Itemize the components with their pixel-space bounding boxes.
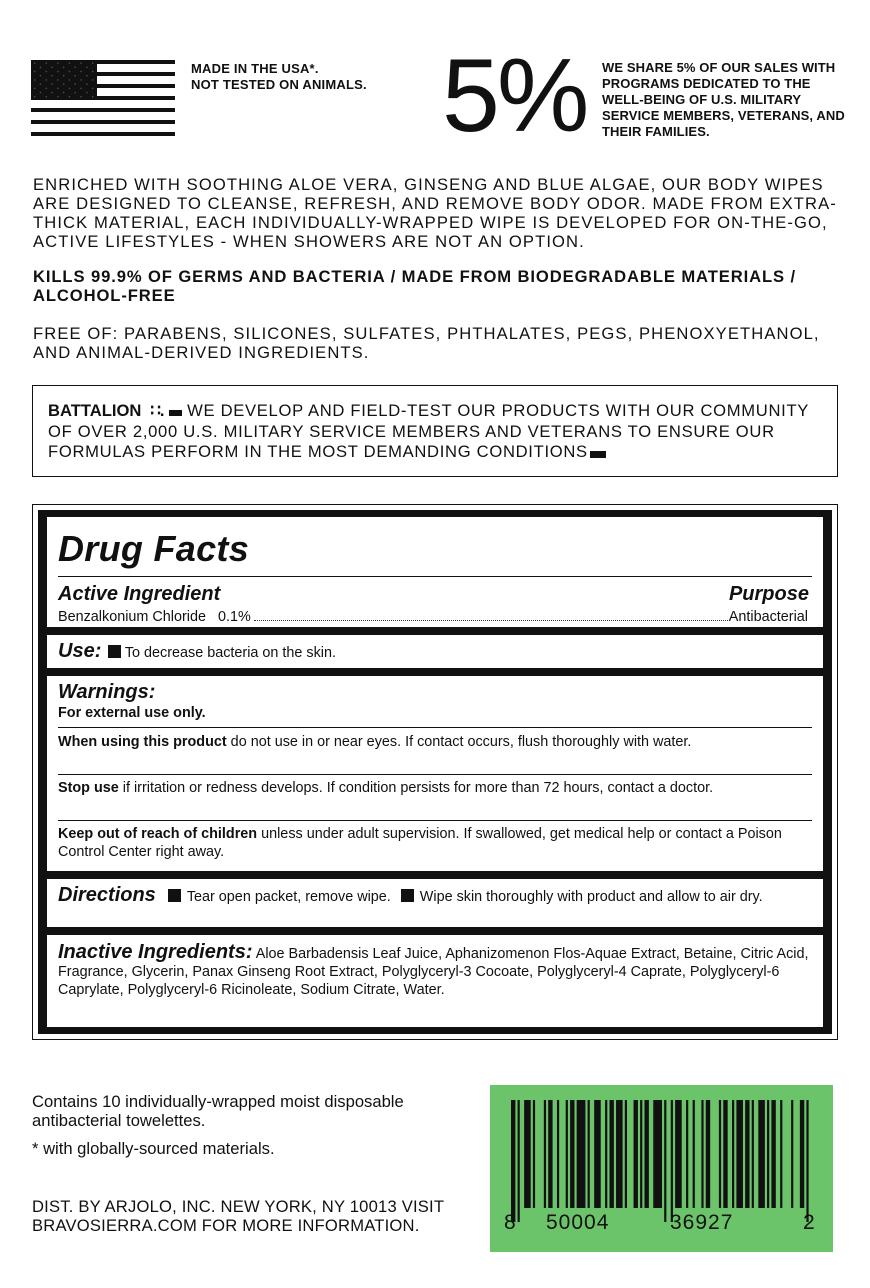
distributor-info: DIST. BY ARJOLO, INC. NEW YORK, NY 10013 VISIT BRAVOSIERRA.COM FOR MORE INFORMATION. <box>32 1197 444 1235</box>
use-row <box>58 640 336 662</box>
barcode-bar <box>732 1100 734 1208</box>
barcode-bar <box>806 1100 808 1222</box>
flag-star <box>51 67 52 68</box>
flag-star <box>63 67 64 68</box>
flag-star <box>34 79 35 80</box>
barcode-bars <box>511 1100 813 1222</box>
stop-use-text: if irritation or redness develops. If condition persists for more than 72 hours, contact a doctor. <box>118 780 714 796</box>
barcode-bar <box>780 1100 782 1208</box>
flag-star <box>69 88 70 89</box>
stop-use-label: Stop use <box>58 780 119 796</box>
when-using-label: When using this product <box>58 734 227 750</box>
flag-star <box>40 84 41 85</box>
barcode-digit-left: 8 <box>504 1211 516 1234</box>
end-mark-icon <box>590 451 606 458</box>
barcode-bar <box>533 1100 535 1208</box>
active-ingredient-name: Benzalkonium Chloride 0.1% <box>58 609 251 625</box>
flag-star <box>92 79 93 80</box>
battalion-text: WE DEVELOP AND FIELD-TEST OUR PRODUCTS WITH OUR COMMUNITY OF OVER 2,000 U.S. MILITARY SERVICE MEMBERS AND VETERANS TO ENSURE OUR FORMULAS PERFORM IN THE MOST DEMANDING CONDITIONS <box>48 401 809 461</box>
warnings-heading: Warnings: <box>58 681 156 703</box>
barcode-bar <box>511 1100 515 1222</box>
inactive-ingredients-list: Aloe Barbadensis Leaf Juice, Aphanizomenon Flos-Aquae Extract, Betaine, Citric Acid, Fragrance, Glycerin, Panax Ginseng Root Extract, Polyglyceryl-3 Cocoate, Polyglyceryl-4 Caprate, Polyglyceryl-6 Caprylate, Polyglyceryl-6 Ricinoleate, Sodium Citrate, Water. <box>58 946 809 998</box>
purpose-heading: Purpose <box>728 583 809 605</box>
flag-star <box>57 63 58 64</box>
barcode-group-right: 36927 <box>670 1211 734 1234</box>
flag-star <box>51 75 52 76</box>
active-ingredient-purpose: Antibacterial <box>728 609 808 625</box>
sourcing-footnote: * with globally-sourced materials. <box>32 1139 275 1158</box>
directions-section <box>47 879 823 927</box>
barcode-digit-right: 2 <box>803 1211 815 1234</box>
battalion-panel <box>32 385 838 477</box>
barcode-bar <box>675 1100 682 1208</box>
barcode-bar <box>625 1100 627 1208</box>
flag-star <box>69 63 70 64</box>
keep-out-label: Keep out of reach of children <box>58 826 258 842</box>
flag-star <box>69 96 70 97</box>
product-description: ENRICHED WITH SOOTHING ALOE VERA, GINSENG AND BLUE ALGAE, OUR BODY WIPES ARE DESIGNED TO CLEANSE, REFRESH, AND REMOVE BODY ODOR. MADE FROM EXTRA-THICK MATERIAL, EACH INDIVIDUALLY-WRAPPED WIPE IS DEVELOPED FOR ON-THE-GO, ACTIVE LIFESTYLES - WHEN SHOWERS ARE NOT AN OPTION. <box>33 175 837 251</box>
barcode-bar <box>701 1100 703 1208</box>
barcode-bar <box>566 1100 568 1208</box>
flag-star <box>57 79 58 80</box>
flag-star <box>46 71 47 72</box>
not-tested-line: NOT TESTED ON ANIMALS. <box>191 77 367 92</box>
inactive-ingredients-heading: Inactive Ingredients: <box>58 941 253 963</box>
flag-star <box>57 71 58 72</box>
barcode-bar <box>634 1100 638 1208</box>
divider <box>58 774 812 775</box>
barcode-bar <box>548 1100 552 1208</box>
use-text: To decrease bacteria on the skin. <box>124 645 336 661</box>
barcode-bar <box>640 1100 642 1208</box>
direction-step-1: Tear open packet, remove wipe. <box>186 889 391 905</box>
active-ingredient-heading: Active Ingredient <box>58 583 221 605</box>
keep-out-text: unless under adult supervision. If swallowed, get medical help or contact a Poison Control Center right away. <box>58 826 782 860</box>
package-contents: Contains 10 individually-wrapped moist disposable antibacterial towelettes. <box>32 1092 404 1130</box>
flag-star <box>80 88 81 89</box>
flag-star <box>86 67 87 68</box>
divider <box>58 820 812 821</box>
directions-heading: Directions <box>58 884 156 906</box>
flag-star <box>46 79 47 80</box>
product-claims: KILLS 99.9% OF GERMS AND BACTERIA / MADE FROM BIODEGRADABLE MATERIALS / ALCOHOL-FREE <box>33 267 797 305</box>
flag-star <box>46 63 47 64</box>
flag-star <box>63 84 64 85</box>
barcode-bar <box>723 1100 727 1208</box>
barcode-bar <box>524 1100 531 1208</box>
barcode-bar <box>752 1100 754 1208</box>
flag-star <box>75 75 76 76</box>
flag-star <box>86 84 87 85</box>
flag-star <box>57 88 58 89</box>
barcode-bar <box>686 1100 688 1208</box>
flag-star <box>86 75 87 76</box>
barcode-bar <box>771 1100 775 1208</box>
barcode-bar <box>758 1100 765 1208</box>
inactive-ingredients-text <box>58 941 809 999</box>
warnings-section <box>47 676 823 871</box>
battalion-mark-icon: ∷. <box>146 401 164 420</box>
barcode-bar <box>671 1100 673 1222</box>
barcode <box>490 1085 833 1252</box>
five-percent-figure: 5% <box>442 38 587 154</box>
flag-star <box>51 92 52 93</box>
keep-out-of-reach-warning <box>58 825 812 861</box>
bullet-square-icon <box>401 889 414 902</box>
barcode-bar <box>616 1100 623 1208</box>
barcode-bar <box>570 1100 574 1208</box>
barcode-bar <box>609 1100 613 1208</box>
flag-star <box>69 79 70 80</box>
sales-share-statement: WE SHARE 5% OF OUR SALES WITH PROGRAMS DEDICATED TO THE WELL-BEING OF U.S. MILITARY SERVICE MEMBERS, VETERANS, AND THEIR FAMILIES. <box>602 60 845 139</box>
flag-star <box>34 88 35 89</box>
barcode-bar <box>594 1100 601 1208</box>
made-in-usa-line: MADE IN THE USA*. <box>191 61 319 76</box>
external-use-warning: For external use only. <box>58 705 206 721</box>
barcode-bar <box>745 1100 749 1208</box>
barcode-group-left: 50004 <box>546 1211 610 1234</box>
barcode-bar <box>736 1100 743 1208</box>
flag-star <box>92 96 93 97</box>
flag-star <box>80 71 81 72</box>
bullet-square-icon <box>108 645 121 658</box>
bullet-square-icon <box>168 889 181 902</box>
flag-star <box>80 63 81 64</box>
barcode-bar <box>800 1100 804 1208</box>
stop-use-warning <box>58 779 812 797</box>
active-ingredient-row <box>58 608 808 626</box>
flag-star <box>75 92 76 93</box>
barcode-bar <box>791 1100 793 1208</box>
flag-star <box>80 79 81 80</box>
us-flag-icon <box>31 60 175 136</box>
flag-star <box>57 96 58 97</box>
barcode-bar <box>767 1100 769 1208</box>
barcode-bar <box>719 1100 721 1208</box>
flag-star <box>92 71 93 72</box>
dot-leader <box>254 620 728 621</box>
flag-star <box>86 92 87 93</box>
use-section <box>47 635 823 668</box>
barcode-bar <box>557 1100 559 1208</box>
drug-facts-panel <box>38 510 832 1034</box>
barcode-bar <box>653 1100 662 1208</box>
drug-facts-title: Drug Facts <box>58 528 250 569</box>
flag-star <box>63 92 64 93</box>
barcode-bar <box>518 1100 520 1222</box>
flag-star <box>69 71 70 72</box>
use-heading: Use: <box>58 640 102 662</box>
flag-star <box>63 75 64 76</box>
flag-star <box>40 75 41 76</box>
dash-mark-icon <box>169 410 182 416</box>
flag-star <box>40 67 41 68</box>
battalion-logo-text: BATTALION <box>48 401 142 420</box>
flag-star <box>46 88 47 89</box>
barcode-bar <box>544 1100 546 1208</box>
barcode-bar <box>644 1100 648 1208</box>
battalion-statement <box>48 401 823 463</box>
flag-star <box>40 92 41 93</box>
barcode-bar <box>577 1100 586 1208</box>
flag-star <box>46 96 47 97</box>
flag-star <box>80 96 81 97</box>
flag-star <box>75 67 76 68</box>
flag-star <box>92 88 93 89</box>
barcode-bar <box>706 1100 710 1208</box>
barcode-bar <box>693 1100 695 1208</box>
flag-star <box>34 96 35 97</box>
flag-star <box>34 63 35 64</box>
barcode-bar <box>588 1100 590 1208</box>
inactive-ingredients-section <box>47 935 823 1027</box>
made-in-usa-statement <box>191 61 421 93</box>
directions-text <box>58 884 812 906</box>
drug-facts-header-section <box>47 517 823 627</box>
divider <box>58 727 812 728</box>
when-using-warning <box>58 733 812 751</box>
free-of-list: FREE OF: PARABENS, SILICONES, SULFATES, PHTHALATES, PEGS, PHENOXYETHANOL, AND ANIMAL-DERIVED INGREDIENTS. <box>33 324 820 362</box>
flag-star <box>51 84 52 85</box>
direction-step-2: Wipe skin thoroughly with product and allow to air dry. <box>419 889 763 905</box>
flag-star <box>34 71 35 72</box>
flag-star <box>75 84 76 85</box>
when-using-text: do not use in or near eyes. If contact occurs, flush thoroughly with water. <box>226 734 692 750</box>
flag-star <box>92 63 93 64</box>
divider <box>58 576 812 577</box>
barcode-bar <box>664 1100 666 1222</box>
barcode-bar <box>605 1100 607 1208</box>
